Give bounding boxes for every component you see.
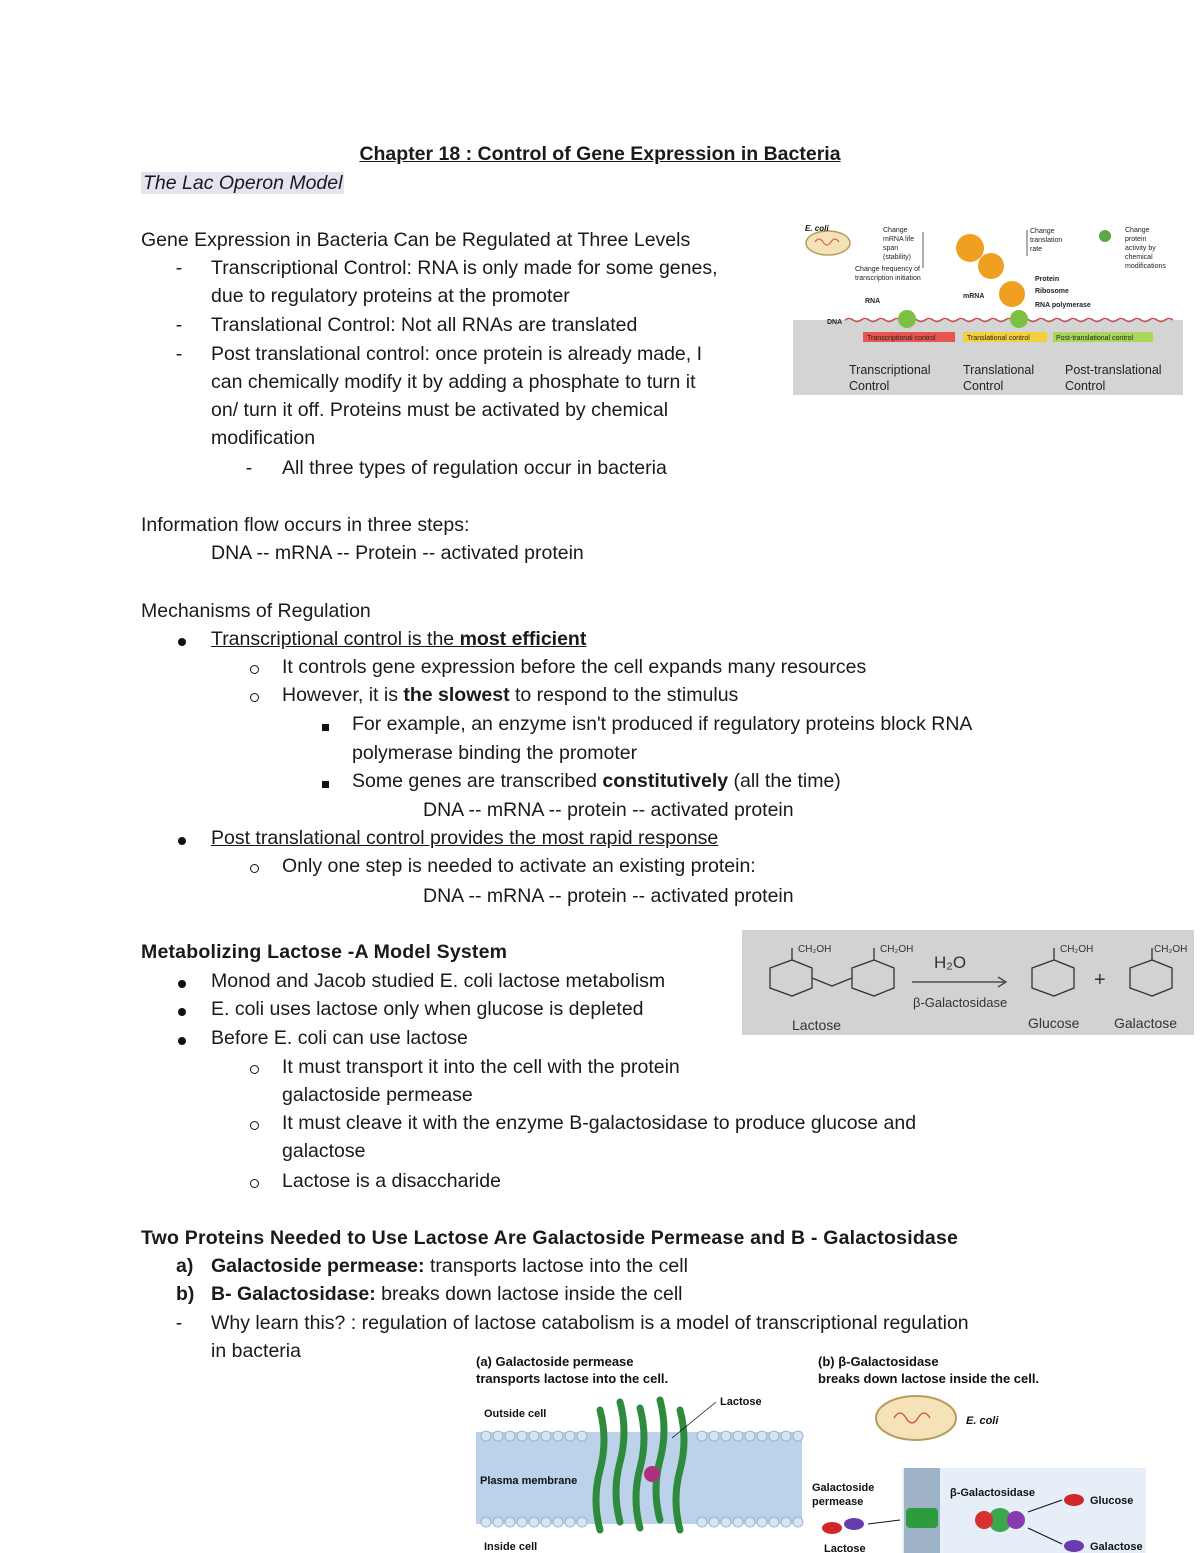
lactose-sub-2-line-1: It must cleave it with the enzyme B-galactosidase to produce glucose and <box>282 1112 917 1134</box>
glucose-molecule-icon <box>1064 1494 1084 1506</box>
galactose-label: Galactose <box>1114 1015 1178 1031</box>
why-learn-line-2: in bacteria <box>211 1340 301 1362</box>
rna-polymerase-icon <box>898 310 916 328</box>
page-subtitle: The Lac Operon Model <box>143 172 343 194</box>
water-label: H₂O <box>934 953 967 972</box>
lactose-sub-1-line-1: It must transport it into the cell with the protein <box>282 1056 680 1078</box>
svg-text:Galactose: Galactose <box>1090 1541 1143 1553</box>
level-item-2-line-1: Translational Control: Not all RNAs are translated <box>211 314 638 336</box>
mechanism-bullet-2: Post translational control provides the most rapid response <box>211 827 719 849</box>
dash-marker: - <box>175 1312 183 1334</box>
plus-sign: + <box>1094 969 1106 991</box>
mechanism-flow-2: DNA -- mRNA -- protein -- activated protein <box>423 885 794 907</box>
note-translation-rate: Change translation rate <box>1030 228 1063 253</box>
svg-text:Lactose: Lactose <box>720 1396 762 1408</box>
list-marker-a: a) <box>176 1255 194 1277</box>
bullet-circle <box>242 1110 266 1138</box>
bullet-square <box>313 711 337 739</box>
proteins-heading: Two Proteins Needed to Use Lactose Are Galactoside Permease and B - Galactosidase <box>141 1227 959 1249</box>
bullet-square <box>313 768 337 796</box>
svg-text:Outside cell: Outside cell <box>484 1408 547 1420</box>
lactose-sub-2-line-2: galactose <box>282 1140 366 1162</box>
mechanism-bullet-1: Transcriptional control is the most efficient <box>211 628 587 650</box>
lactose-molecule-icon <box>644 1466 660 1482</box>
list-marker-b: b) <box>176 1283 195 1305</box>
protein-b-description: B- Galactosidase: breaks down lactose inside the cell <box>211 1283 683 1305</box>
mechanism-bullet-2-sub-1: Only one step is needed to activate an existing protein: <box>282 855 756 877</box>
bullet-circle <box>242 1054 266 1082</box>
lactose-label: Lactose <box>792 1017 842 1033</box>
bullet-circle <box>242 654 266 682</box>
bullet-circle <box>242 1168 266 1196</box>
note-mrna-life: Change mRNA life span (stability) <box>883 227 915 261</box>
lactose-sub-1-line-2: galactoside permease <box>282 1084 473 1106</box>
level-sub-item: All three types of regulation occur in bacteria <box>282 457 667 479</box>
svg-text:Transcriptional control: Transcriptional control <box>867 335 936 342</box>
level-item-3-line-1: Post translational control: once protein is already made, I <box>211 343 703 365</box>
bullet-circle <box>242 682 266 710</box>
protein-label: Protein <box>1035 276 1060 283</box>
ribosome-icon <box>978 253 1004 279</box>
svg-text:Glucose: Glucose <box>1090 1495 1134 1507</box>
level-item-3-line-3: on/ turn it off. Proteins must be activated by chemical <box>211 399 669 421</box>
dash-marker: - <box>175 314 183 336</box>
info-flow-heading: Information flow occurs in three steps: <box>141 514 470 536</box>
page-title: Chapter 18 : Control of Gene Expression in Bacteria <box>359 143 841 165</box>
level-item-3-line-2: can chemically modify it by adding a phosphate to turn it <box>211 371 696 393</box>
svg-text:CH₂OH: CH₂OH <box>798 944 832 955</box>
lactose-heading: Metabolizing Lactose -A Model System <box>141 941 508 963</box>
dna-label: DNA <box>827 319 843 326</box>
level-item-3-line-4: modification <box>211 427 316 449</box>
ribosome-icon <box>956 234 984 262</box>
svg-text:Lactose: Lactose <box>824 1543 866 1553</box>
ecoli-cell-icon <box>806 231 850 255</box>
svg-text:transports lactose into the ce: transports lactose into the cell. <box>476 1371 669 1386</box>
ecoli-cell-icon <box>876 1396 956 1440</box>
rna-polymerase-label: RNA polymerase <box>1035 302 1091 309</box>
permease-channel-icon <box>906 1508 938 1528</box>
svg-text:breaks down lactose inside the: breaks down lactose inside the cell. <box>818 1371 1040 1386</box>
bullet-dot <box>170 626 194 654</box>
svg-text:(a) Galactoside permease: (a) Galactoside permease <box>476 1354 634 1369</box>
why-learn-line-1: Why learn this? : regulation of lactose catabolism is a model of transcriptional regulation <box>211 1312 969 1334</box>
svg-text:CH₂OH: CH₂OH <box>880 944 914 955</box>
info-flow-sequence: DNA -- mRNA -- Protein -- activated protein <box>211 542 584 564</box>
regulation-levels-figure <box>793 220 1183 395</box>
ecoli-label: E. coli <box>805 224 829 233</box>
mechanism-flow-1: DNA -- mRNA -- protein -- activated protein <box>423 799 794 821</box>
protein-icon <box>1099 230 1111 242</box>
svg-text:β-Galactosidase: β-Galactosidase <box>950 1487 1035 1499</box>
levels-heading: Gene Expression in Bacteria Can be Regulated at Three Levels <box>141 229 691 251</box>
bullet-circle <box>242 853 266 881</box>
mechanism-bullet-1-sub-2: However, it is the slowest to respond to the stimulus <box>282 684 739 706</box>
rna-label: RNA <box>865 298 881 305</box>
bullet-dot <box>170 1025 194 1053</box>
column-label-translational: Translational Control <box>963 363 1035 393</box>
mechanism-example-line-2: polymerase binding the promoter <box>352 742 638 764</box>
lactose-bullet-3: Before E. coli can use lactose <box>211 1027 468 1049</box>
lactose-hydrolysis-figure <box>742 930 1194 1035</box>
ribosome-label: Ribosome <box>1035 288 1069 295</box>
mechanism-bullet-1-sub-1: It controls gene expression before the cell expands many resources <box>282 656 867 678</box>
note-transcription-frequency: Change frequency of transcription initiation <box>855 266 921 282</box>
dash-marker: - <box>175 343 183 365</box>
ribosome-icon <box>999 281 1025 307</box>
bullet-dot <box>170 968 194 996</box>
protein-a-description: Galactoside permease: transports lactose into the cell <box>211 1255 688 1277</box>
svg-text:Post-translational control: Post-translational control <box>1056 335 1134 342</box>
galactose-molecule-icon <box>1064 1540 1084 1552</box>
mrna-label: mRNA <box>963 293 985 300</box>
lactose-bullet-1: Monod and Jacob studied E. coli lactose metabolism <box>211 970 666 992</box>
svg-text:Plasma membrane: Plasma membrane <box>480 1475 578 1487</box>
column-label-post-translational: Post-translational Control <box>1065 363 1162 393</box>
column-label-transcriptional: Transcriptional Control <box>849 363 931 393</box>
level-item-1-line-2: due to regulatory proteins at the promoter <box>211 285 570 307</box>
rna-polymerase-icon <box>1010 310 1028 328</box>
mechanism-constitutive: Some genes are transcribed constitutively (all the time) <box>352 770 841 792</box>
dash-marker: - <box>245 457 253 479</box>
permease-label: Galactoside permease <box>812 1482 875 1508</box>
lactose-bullet-2: E. coli uses lactose only when glucose is depleted <box>211 998 644 1020</box>
enzyme-label: β-Galactosidase <box>913 995 1008 1010</box>
lactose-molecule-icon <box>822 1522 842 1534</box>
level-item-1-line-1: Transcriptional Control: RNA is only made for some genes, <box>211 257 718 279</box>
svg-text:Translational control: Translational control <box>967 335 1030 342</box>
note-protein-activity: Change protein activity by chemical modifications <box>1125 227 1166 270</box>
mechanisms-heading: Mechanisms of Regulation <box>141 600 371 622</box>
svg-text:CH₂OH: CH₂OH <box>1060 944 1094 955</box>
dash-marker: - <box>175 257 183 279</box>
permease-galactosidase-figure <box>472 1350 1162 1553</box>
bullet-dot <box>170 996 194 1024</box>
svg-text:E. coli: E. coli <box>966 1415 999 1427</box>
svg-text:(b) β-Galactosidase: (b) β-Galactosidase <box>818 1354 939 1369</box>
svg-text:Inside cell: Inside cell <box>484 1541 538 1553</box>
glucose-label: Glucose <box>1028 1015 1080 1031</box>
bullet-dot <box>170 825 194 853</box>
lactose-sub-3: Lactose is a disaccharide <box>282 1170 501 1192</box>
svg-text:CH₂OH: CH₂OH <box>1154 944 1188 955</box>
mechanism-example-line-1: For example, an enzyme isn't produced if regulatory proteins block RNA <box>352 713 973 735</box>
